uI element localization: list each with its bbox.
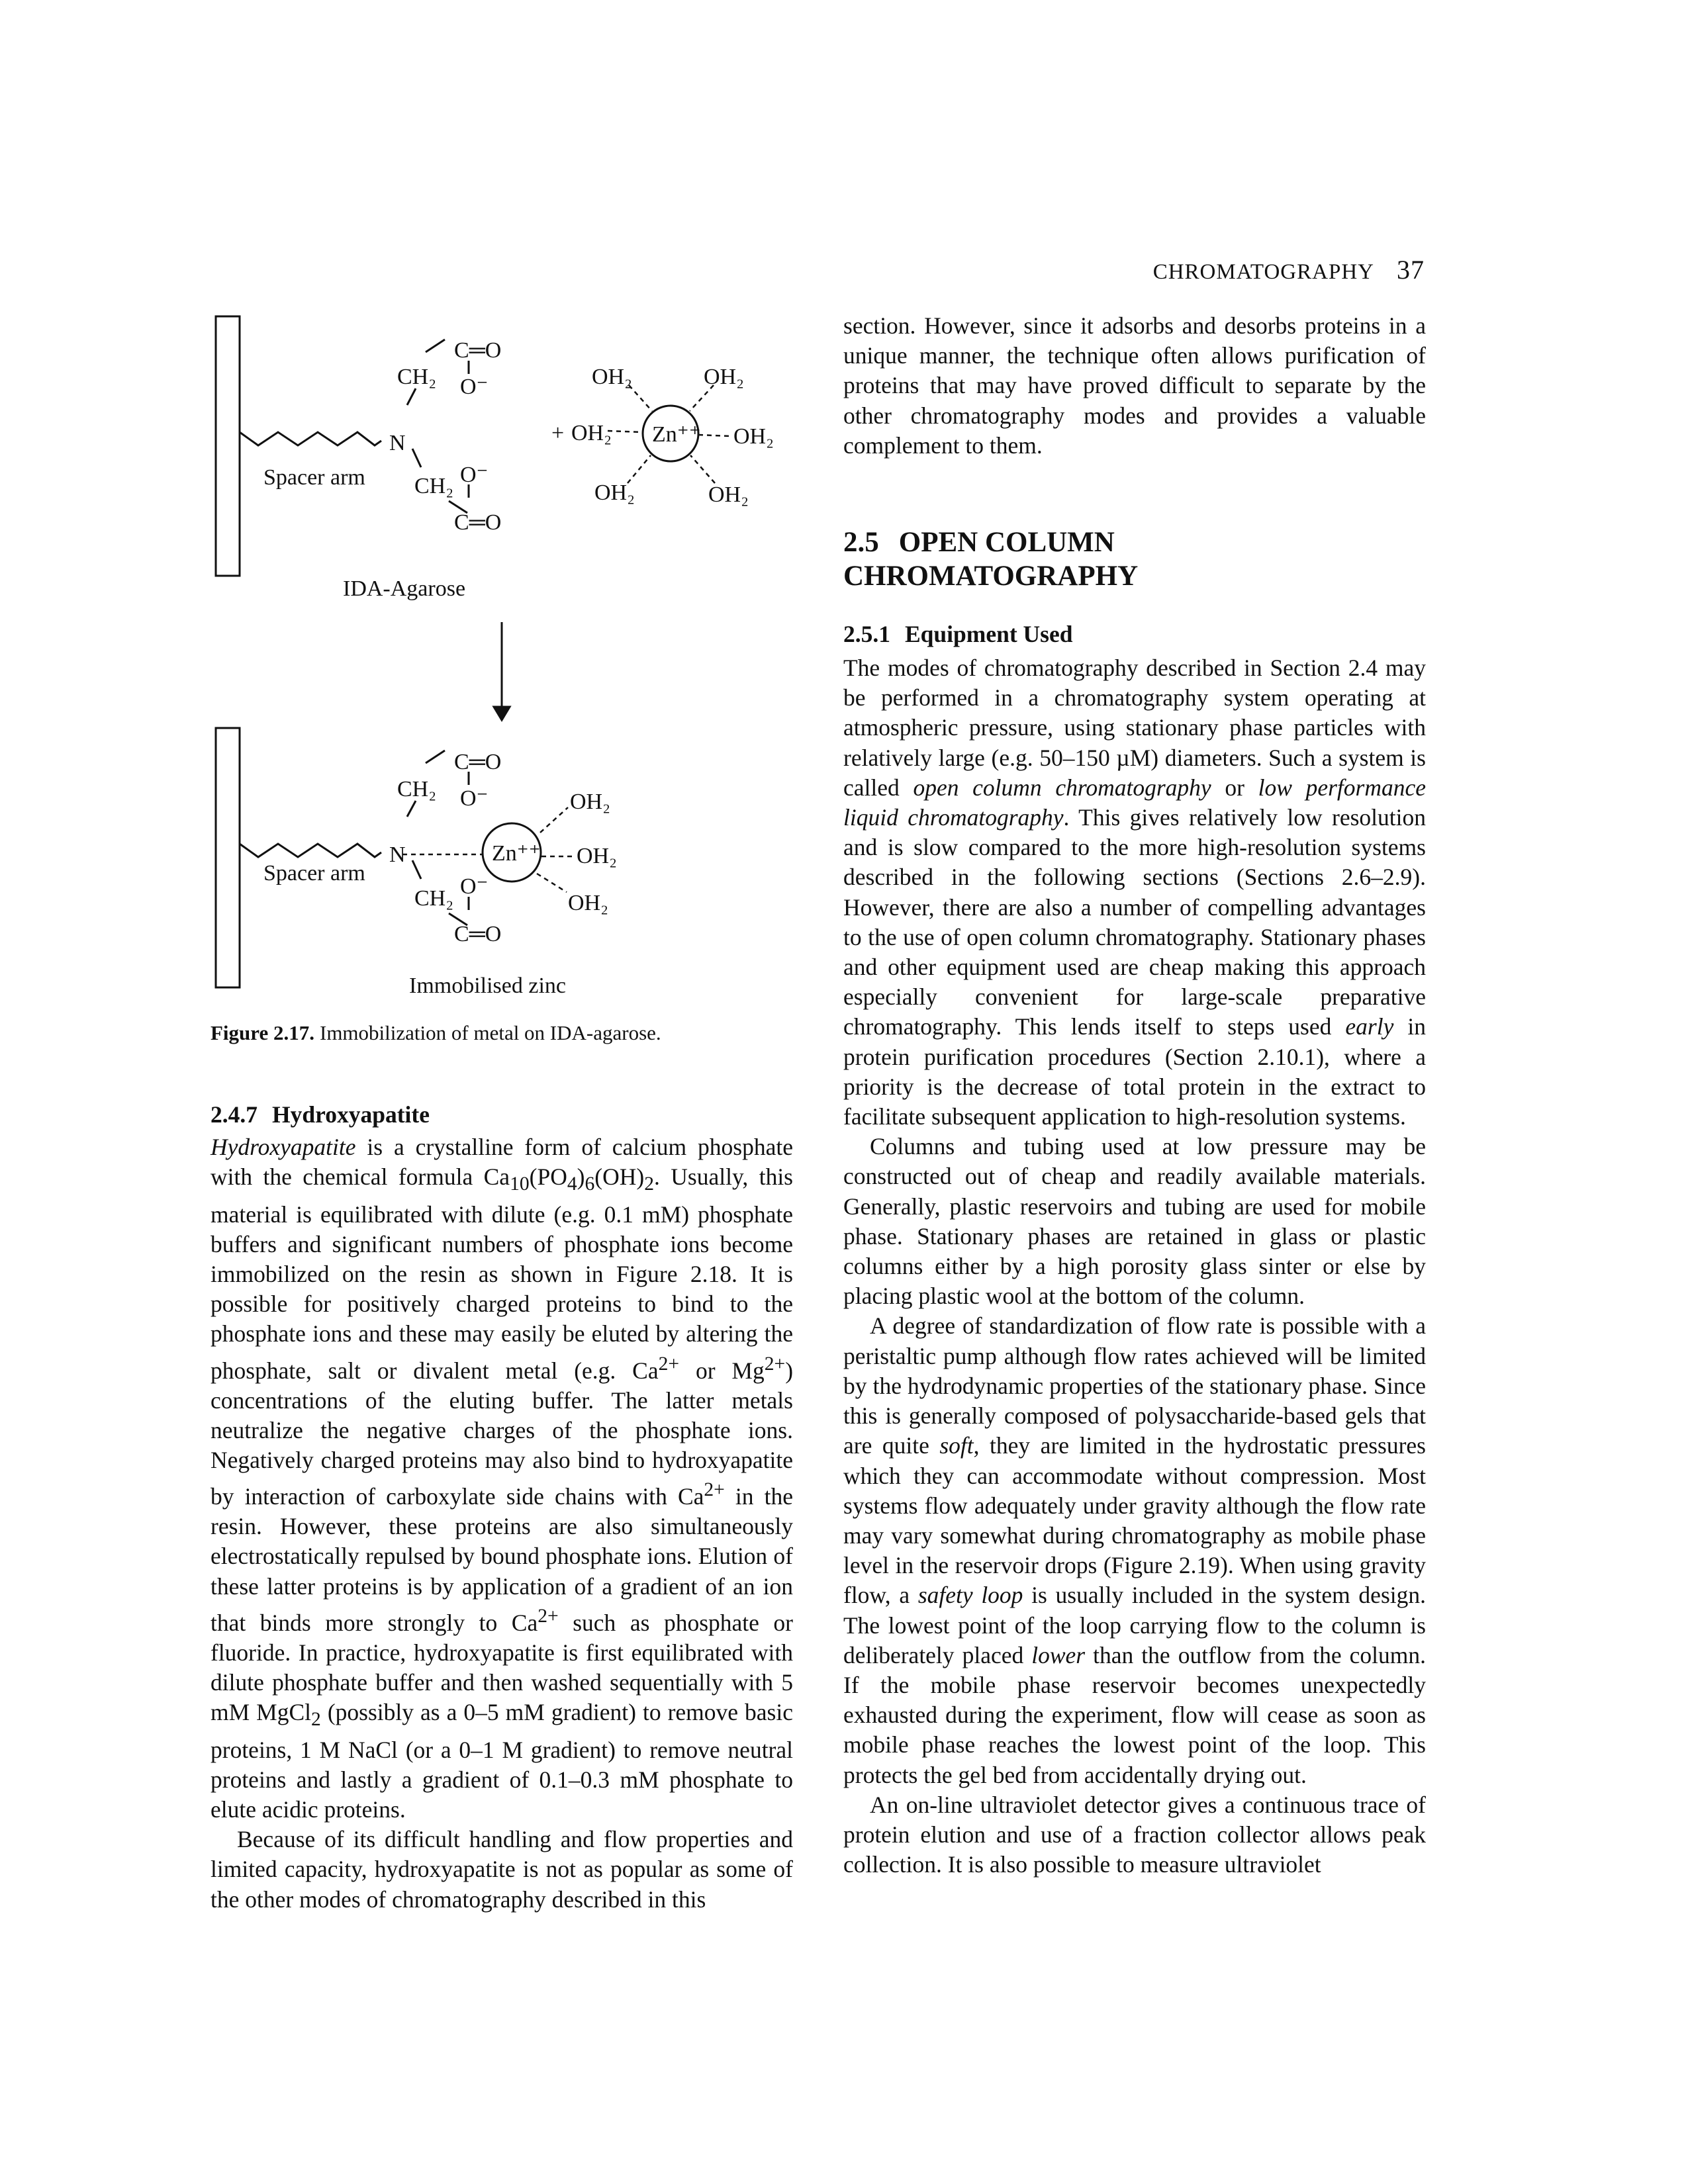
left-text-column: [211, 1100, 793, 1915]
paragraph: section. However, since it adsorbs and desorbs proteins in a unique manner, the technique often allows purification of proteins that may have proved difficult to separate by the other chromatography modes and provides a valuable complement to them.: [843, 312, 1426, 459]
right-text-column: [843, 311, 1426, 1880]
nitrogen-label: N: [389, 431, 406, 455]
water-ligand-label: OH₂: [733, 424, 774, 449]
spacer-arm-top: [240, 432, 381, 445]
water-ligand-label: OH₂: [568, 891, 608, 915]
o-minus-label: O⁻: [460, 786, 489, 811]
water-ligand-label: OH₂: [704, 365, 744, 389]
zinc-label: Zn⁺⁺: [492, 841, 541, 866]
figure-caption: [211, 1021, 661, 1045]
water-ligand-label: OH₂: [571, 421, 612, 445]
agarose-bead-bottom: [216, 728, 240, 987]
section-heading-2-4-7: 2.4.7 Hydroxyapatite: [211, 1101, 430, 1128]
o-minus-label: O⁻: [460, 375, 489, 399]
ida-agarose-label: IDA-Agarose: [343, 576, 466, 601]
ch2-label: CH₂: [414, 474, 454, 498]
water-ligand-label: OH₂: [708, 482, 749, 507]
water-ligand-label: OH₂: [577, 844, 617, 868]
paragraph: Columns and tubing used at low pressure may be constructed out of cheap and readily available materials. Generally, plastic reservoirs and tubing are used for mobile phase. Stationary phases are retained in glass or plastic columns either by a high porosity glass sinter or else by placing plastic wool at the bottom of the column.: [843, 1133, 1426, 1310]
running-title: CHROMATOGRAPHY: [1152, 260, 1374, 284]
o-minus-label: O⁻: [460, 874, 489, 899]
spacer-arm-label: Spacer arm: [263, 861, 365, 886]
running-header: [1153, 254, 1425, 285]
o-minus-label: O⁻: [460, 463, 489, 487]
carbonyl-label: C═O: [454, 750, 502, 774]
water-ligand-label: OH₂: [594, 480, 635, 505]
spacer-arm-label: Spacer arm: [263, 465, 365, 490]
hydroxyapatite-term: Hydroxyapatite: [211, 1134, 356, 1160]
spacer-arm-bottom: [240, 844, 381, 857]
ch2-label: CH₂: [414, 886, 454, 911]
carbonyl-label: C═O: [454, 922, 502, 946]
figure-2-17: [211, 311, 806, 1006]
paragraph: An on-line ultraviolet detector gives a continuous trace of protein elution and use of a fraction collector allows peak collection. It is also possible to measure ultraviolet: [843, 1791, 1426, 1878]
paragraph: A degree of standardization of flow rate is possible with a peristaltic pump although flow rates achieved will be limited by the hydrodynamic properties of the stationary phase. Since this is generally composed of polysaccharide-based gels that are quite soft, they are limited in the hydrostatic pressures which they can accommodate without compression. Most systems flow adequately under gravity although the flow rate may vary somewhat during chromatography as mobile phase level in the reservoir drops (Figure 2.19). When using gravity flow, a safety loop is usually included in the system design. The lowest point of the loop carrying flow to the column is deliberately placed lower than the outflow from the column. If the mobile phase reservoir becomes unexpectedly exhausted during the experiment, flow will cease as soon as mobile phase reaches the lowest point of the loop. This protects the gel bed from accidentally drying out.: [843, 1312, 1426, 1788]
water-ligand-label: OH₂: [570, 790, 610, 814]
immobilised-zinc-label: Immobilised zinc: [409, 974, 567, 998]
plus-sign: +: [551, 421, 565, 445]
carbonyl-label: C═O: [454, 510, 502, 535]
section-heading-2-5-1: 2.5.1 Equipment Used: [843, 621, 1073, 648]
figure-caption-label: Figure 2.17.: [211, 1021, 314, 1044]
paragraph: The modes of chromatography described in Section 2.4 may be performed in a chromatography system operating at atmospheric pressure, using stationary phase particles with relatively large (e.g. 50–150 µM) diameters. Such a system is called open column chromatography or low performance liquid chromatography. This gives relatively low resolution and is slow compared to the more high-resolution systems described in the following sections (Sections 2.6–2.9). However, there are also a number of compelling advantages to the use of open column chromatography. Stationary phases and other equipment used are cheap making this approach especially convenient for large-scale preparative chromatography. This lends itself to steps used early in protein purification procedures (Section 2.10.1), where a priority is the decrease of total protein in the extract to facilitate subsequent application to high-resolution systems.: [843, 655, 1426, 1130]
figure-caption-text: Immobilization of metal on IDA-agarose.: [320, 1021, 661, 1044]
paragraph: Hydroxyapatite is a crystalline form of calcium phosphate with the chemical formula $Ca_{10}(PO_4)_6(OH)_2$. Usually, this material is equilibrated with dilute (e.g. 0.1 mM) phosphate buffers and significant numbers of phosphate ions become immobilized on the resin as shown in Figure 2.18. It is possible for positively charged proteins to bind to the phosphate ions and these may easily be eluted by altering the phosphate, salt or divalent metal (e.g. $Ca^{2+}$ or $Mg^{2+}$) concentrations of the eluting buffer. The latter metals neutralize the negative charges of the phosphate ions. Negatively charged proteins may also bind to hydroxyapatite by interaction of carboxylate side chains with $Ca^{2+}$ in the resin. However, these proteins are also simultaneously electrostatically repulsed by bound phosphate ions. Elution of these latter proteins is by application of a gradient of an ion that binds more strongly to $Ca^{2+}$ such as phosphate or fluoride. In practice, hydroxyapatite is first equilibrated with dilute phosphate buffer and then washed sequentially with 5 mM MgCl$_2$ (possibly as a 0–5 mM gradient) to remove basic proteins, 1 M NaCl (or a 0–1 M gradient) to remove neutral proteins and lastly a gradient of 0.1–0.3 mM phosphate to elute acidic proteins.: [211, 1134, 794, 1823]
agarose-bead-top: [216, 316, 240, 576]
paragraph: Because of its difficult handling and flow properties and limited capacity, hydroxyapatite is not as popular as some of the other modes of chromatography described in this: [211, 1826, 793, 1913]
section-heading-2-5: 2.5 OPEN COLUMN CHROMATOGRAPHY: [843, 527, 1139, 592]
reaction-arrow: [494, 707, 510, 720]
page-number: 37: [1397, 255, 1425, 285]
water-ligand-label: OH₂: [592, 365, 632, 389]
zinc-label: Zn⁺⁺: [652, 422, 701, 447]
carbonyl-label: C═O: [454, 338, 502, 363]
ch2-label: CH₂: [397, 777, 437, 801]
nitrogen-label: N: [389, 842, 406, 867]
ch2-label: CH₂: [397, 365, 437, 389]
